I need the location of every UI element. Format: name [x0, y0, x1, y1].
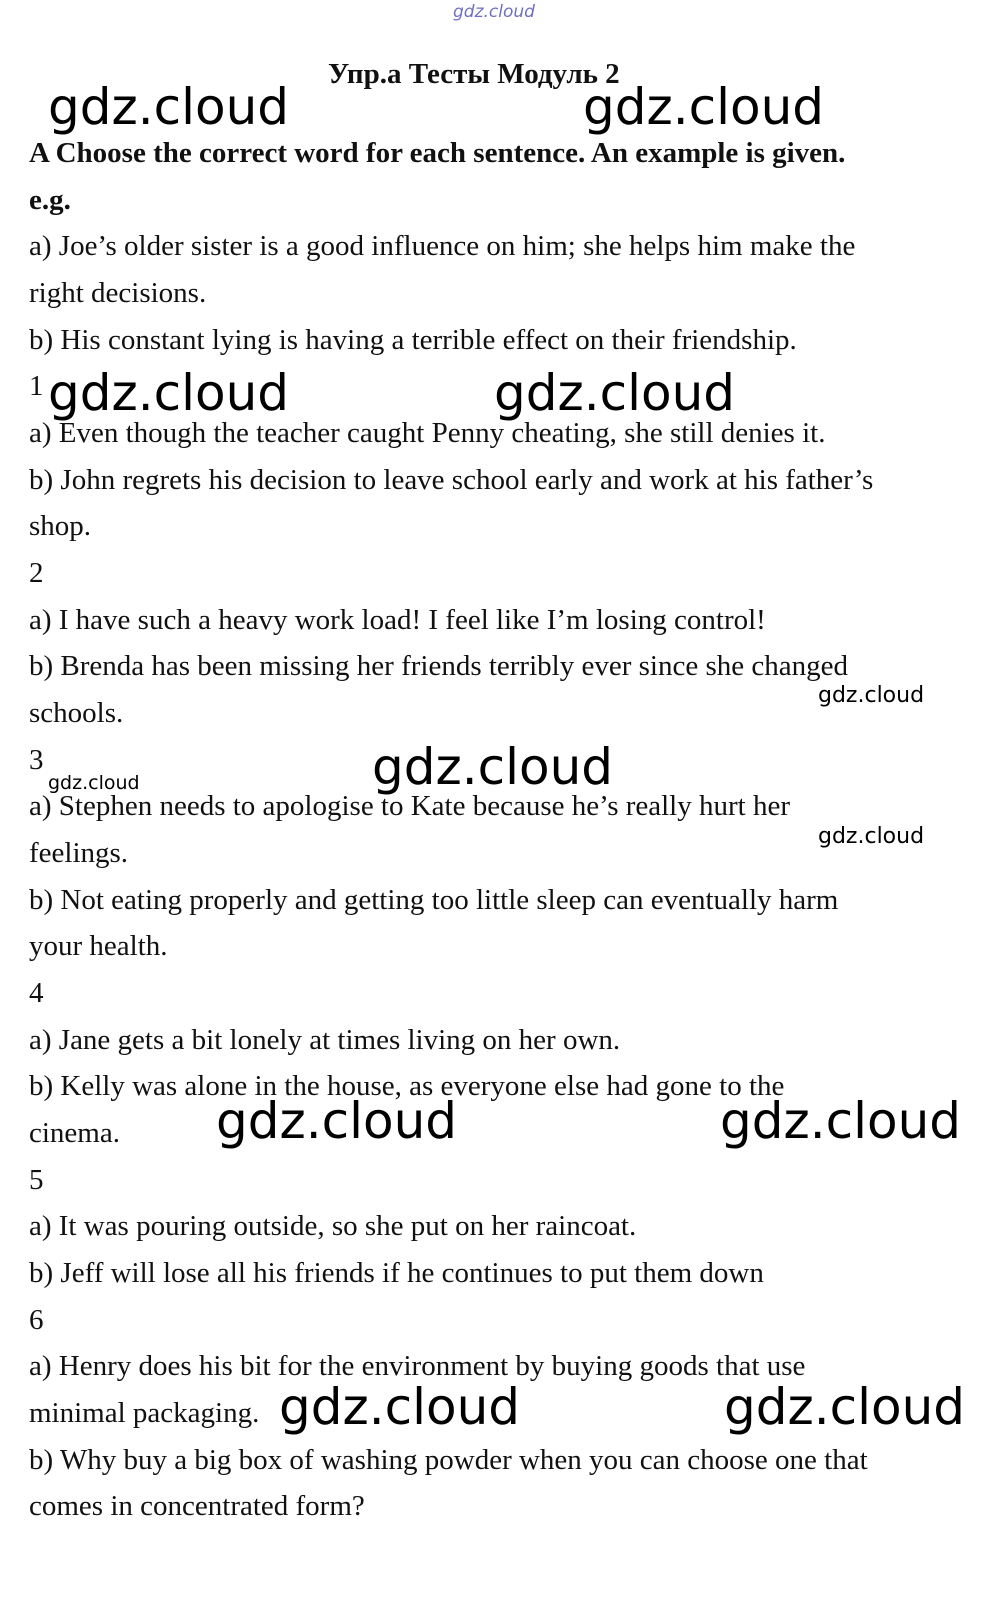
text-line: b) Jeff will lose all his friends if he continues to put them down — [29, 1257, 764, 1289]
watermark: gdz.cloud — [724, 1378, 966, 1436]
watermark: gdz.cloud — [279, 1378, 521, 1436]
item-number: 4 — [29, 977, 44, 1009]
text-line: cinema. — [29, 1117, 120, 1149]
example-label: e.g. — [29, 184, 71, 216]
text-line: a) Henry does his bit for the environment by buying goods that use — [29, 1350, 806, 1382]
text-line: a) Even though the teacher caught Penny cheating, she still denies it. — [29, 417, 826, 449]
watermark: gdz.cloud — [48, 772, 140, 794]
text-line: b) Kelly was alone in the house, as everyone else had gone to the — [29, 1070, 785, 1102]
item-number: 5 — [29, 1164, 44, 1196]
text-line: your health. — [29, 930, 168, 962]
watermark: gdz.cloud — [48, 78, 290, 136]
item-number: 2 — [29, 557, 44, 589]
text-line: a) Jane gets a bit lonely at times living on her own. — [29, 1024, 621, 1056]
instruction: A Choose the correct word for each sentence. An example is given. — [29, 137, 846, 169]
text-line: b) Why buy a big box of washing powder when you can choose one that — [29, 1444, 868, 1476]
item-number: 3 — [29, 744, 44, 776]
text-line: schools. — [29, 697, 124, 729]
text-line: minimal packaging. — [29, 1397, 260, 1429]
watermark: gdz.cloud — [818, 683, 925, 708]
header-watermark: gdz.cloud — [453, 2, 535, 22]
text-line: a) Stephen needs to apologise to Kate because he’s really hurt her — [29, 790, 790, 822]
page-title: Упр.а Тесты Модуль 2 — [328, 58, 620, 90]
watermark: gdz.cloud — [818, 824, 925, 849]
item-number: 6 — [29, 1304, 44, 1336]
text-line: a) It was pouring outside, so she put on her raincoat. — [29, 1210, 637, 1242]
item-number: 1 — [29, 370, 44, 402]
watermark: gdz.cloud — [48, 364, 290, 422]
text-line: feelings. — [29, 837, 129, 869]
text-line: shop. — [29, 510, 92, 542]
text-line: b) Not eating properly and getting too little sleep can eventually harm — [29, 884, 839, 916]
watermark: gdz.cloud — [494, 364, 736, 422]
watermark: gdz.cloud — [720, 1092, 962, 1150]
text-line: b) His constant lying is having a terrible effect on their friendship. — [29, 324, 797, 356]
watermark: gdz.cloud — [216, 1092, 458, 1150]
text-line: comes in concentrated form? — [29, 1490, 365, 1522]
text-line: b) John regrets his decision to leave school early and work at his father’s — [29, 464, 874, 496]
text-line: right decisions. — [29, 277, 207, 309]
watermark: gdz.cloud — [583, 78, 825, 136]
text-line: b) Brenda has been missing her friends terribly ever since she changed — [29, 650, 848, 682]
text-line: a) Joe’s older sister is a good influence on him; she helps him make the — [29, 230, 856, 262]
text-line: a) I have such a heavy work load! I feel like I’m losing control! — [29, 604, 766, 636]
watermark: gdz.cloud — [372, 738, 614, 796]
